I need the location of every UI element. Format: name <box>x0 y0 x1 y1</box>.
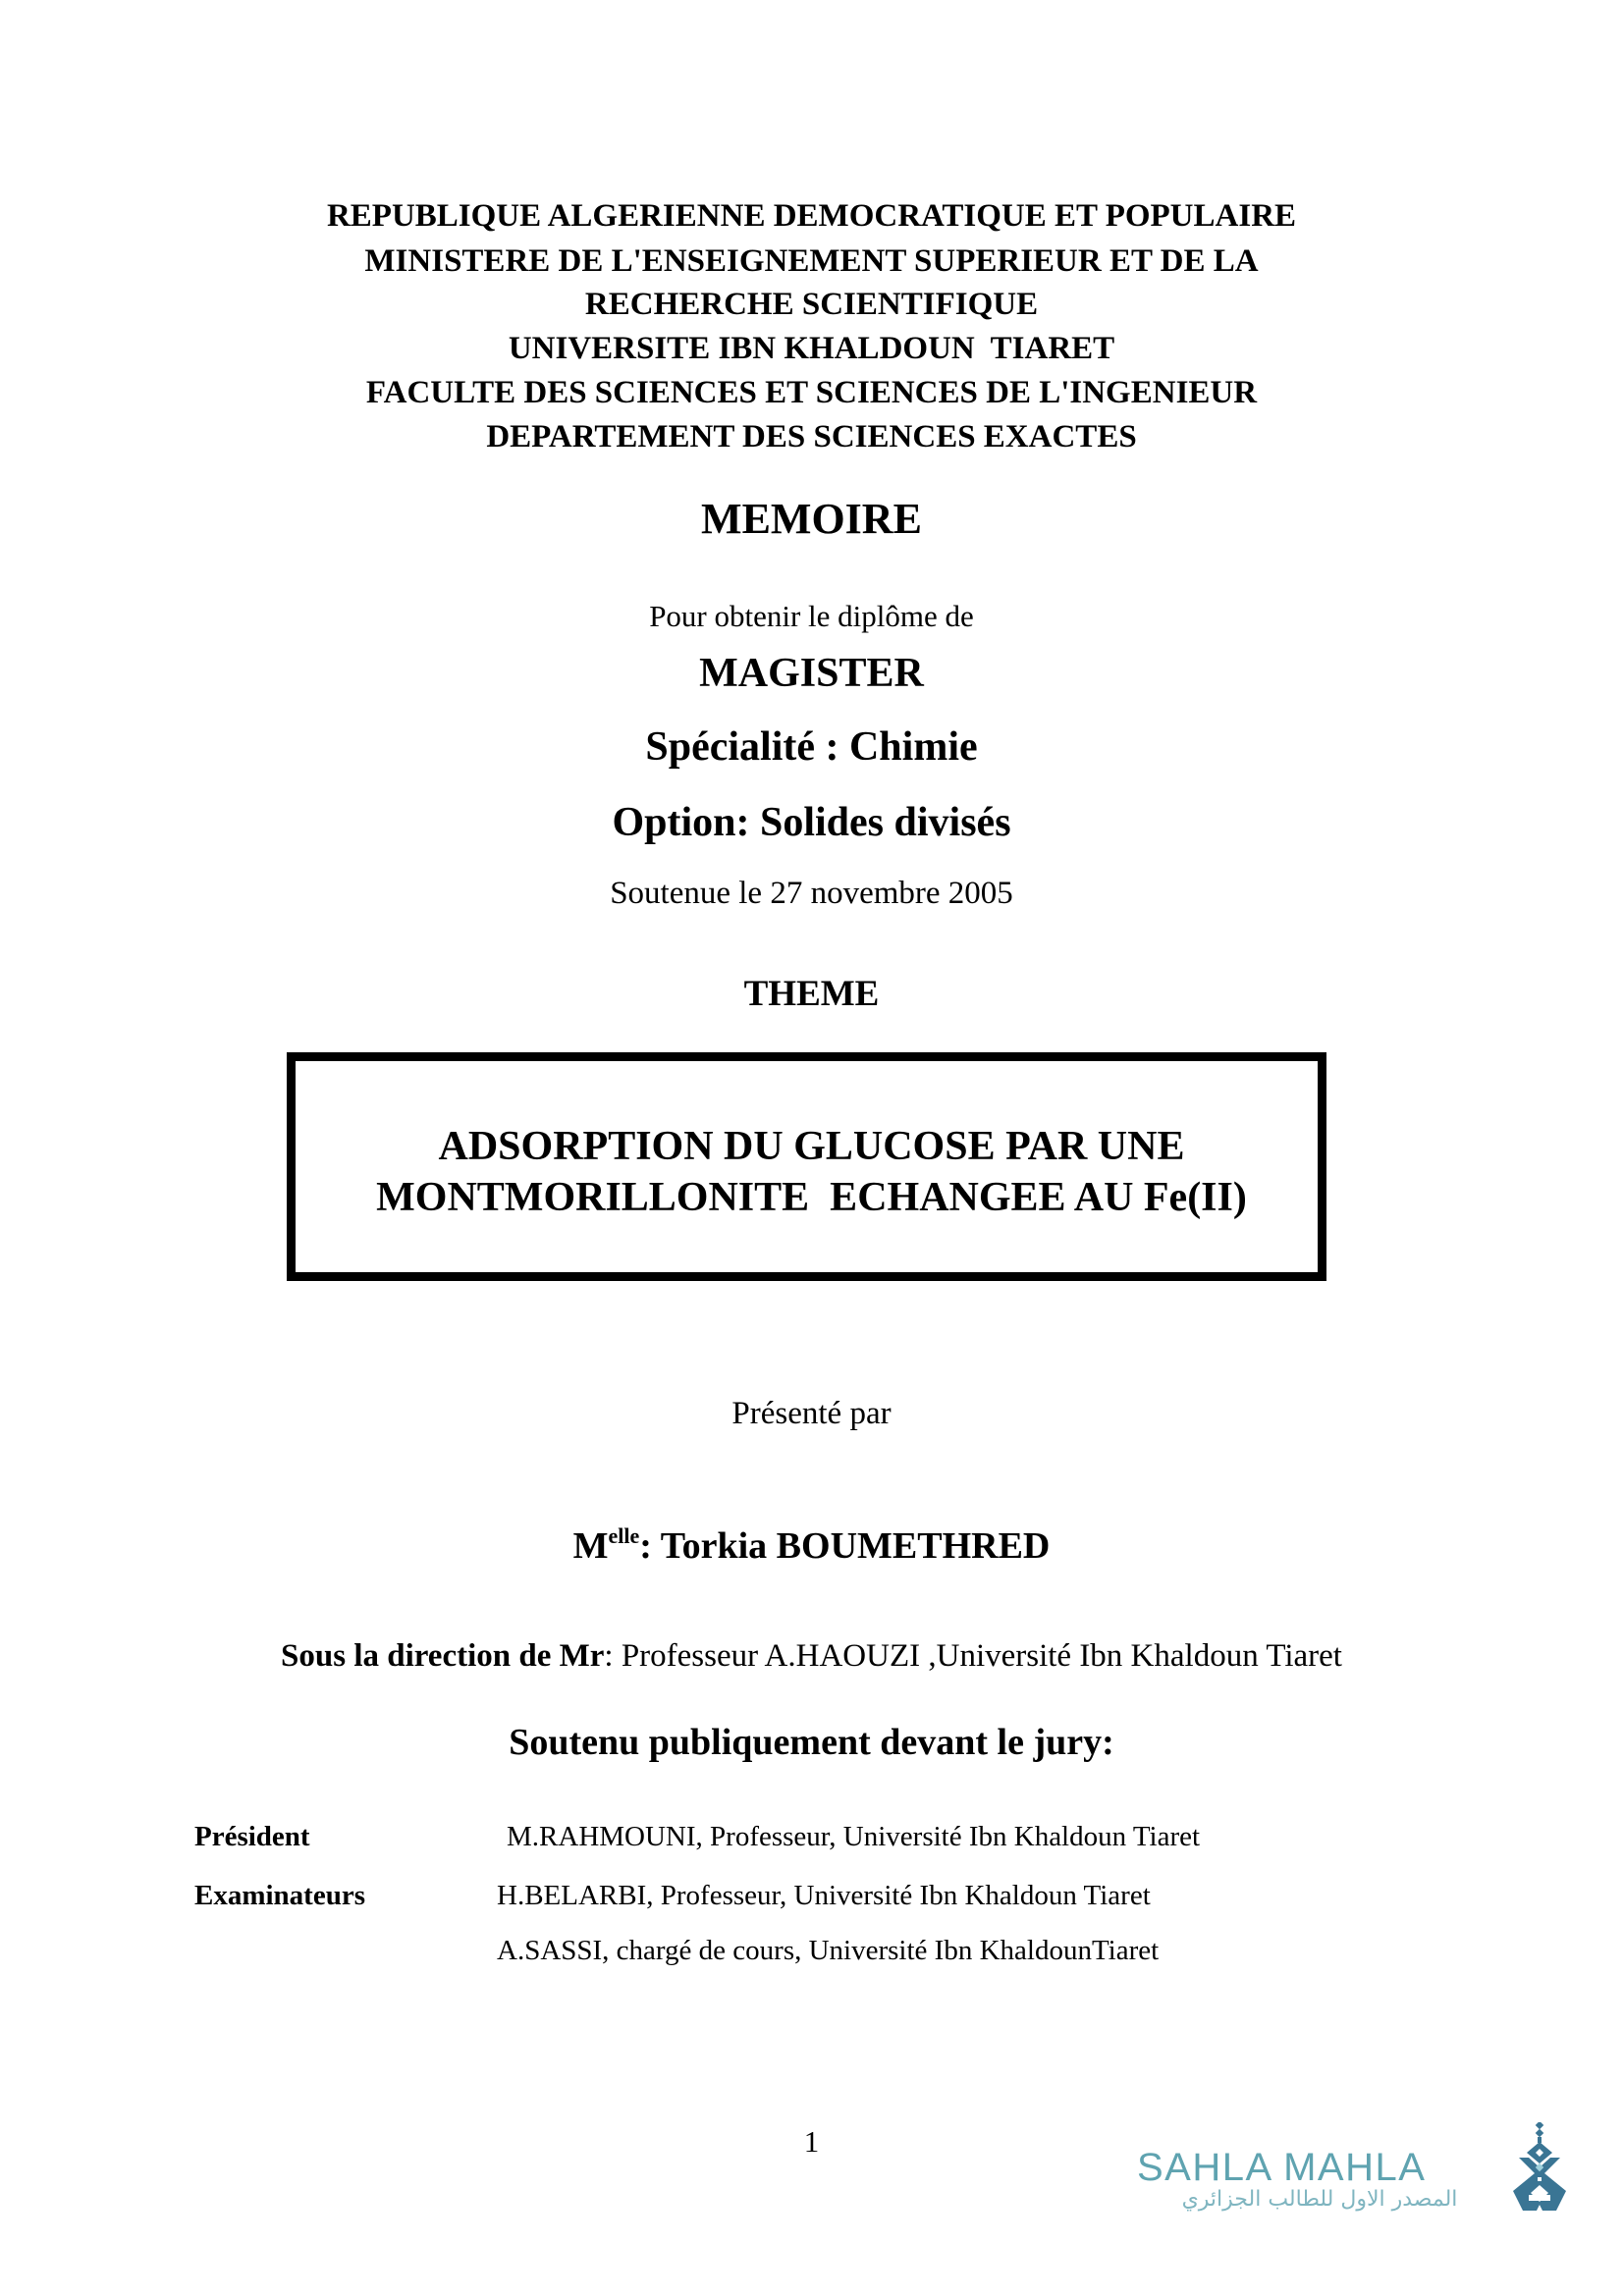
header-line-republic: REPUBLIQUE ALGERIENNE DEMOCRATIQUE ET POPULAIRE <box>326 198 1297 234</box>
degree-title: MAGISTER <box>699 651 924 696</box>
supervision-value: : Professeur A.HAOUZI ,Université Ibn Khaldoun Tiaret <box>604 1638 1342 1674</box>
specialty: Spécialité : Chimie <box>645 724 978 770</box>
defense-date: Soutenue le 27 novembre 2005 <box>610 876 1013 911</box>
sahla-mahla-watermark <box>1129 2110 1581 2223</box>
header-line-faculty: FACULTE DES SCIENCES ET SCIENCES DE L'INGENIEUR <box>365 375 1258 410</box>
jury-heading: Soutenu publiquement devant le jury: <box>509 1722 1114 1763</box>
presented-by: Présenté par <box>731 1396 892 1431</box>
watermark-tagline: المصدر الاول للطالب الجزائري <box>1181 2187 1458 2212</box>
jury-member-examiner-1: H.BELARBI, Professeur, Université Ibn Khaldoun Tiaret <box>497 1880 1151 1911</box>
author-title-prefix: M <box>572 1525 609 1567</box>
watermark-brand: SAHLA MAHLA <box>1137 2146 1427 2189</box>
jury-role-examiners: Examinateurs <box>194 1880 365 1911</box>
theme-title-line-2: MONTMORILLONITE ECHANGEE AU Fe(II) <box>376 1175 1247 1220</box>
option: Option: Solides divisés <box>612 800 1011 845</box>
header-line-ministry: MINISTERE DE L'ENSEIGNEMENT SUPERIEUR ET DE LA <box>364 243 1259 279</box>
theme-label: THEME <box>743 974 880 1014</box>
header-line-department: DEPARTEMENT DES SCIENCES EXACTES <box>486 419 1137 454</box>
theme-title-line-1: ADSORPTION DU GLUCOSE PAR UNE <box>438 1124 1185 1169</box>
header-line-research: RECHERCHE SCIENTIFIQUE <box>584 287 1039 322</box>
author-name: : Torkia BOUMETHRED <box>639 1525 1051 1567</box>
jury-member-examiner-2: A.SASSI, chargé de cours, Université Ibn KhaldounTiaret <box>497 1935 1160 1966</box>
header-line-university: UNIVERSITE IBN KHALDOUN TIARET <box>508 331 1115 366</box>
supervision-label: Sous la direction de Mr <box>281 1638 605 1674</box>
author-title-superscript: elle <box>608 1523 640 1548</box>
jury-role-president: Président <box>194 1821 310 1852</box>
document-purpose: Pour obtenir le diplôme de <box>649 599 974 633</box>
jury-member-president: M.RAHMOUNI, Professeur, Université Ibn Khaldoun Tiaret <box>507 1821 1201 1852</box>
supervision-line <box>0 1640 1623 1673</box>
author-name-line <box>0 1523 1623 1567</box>
sahla-mahla-logo-icon <box>1509 2122 1570 2213</box>
page-number: 1 <box>803 2124 820 2159</box>
document-type: MEMOIRE <box>701 495 922 543</box>
